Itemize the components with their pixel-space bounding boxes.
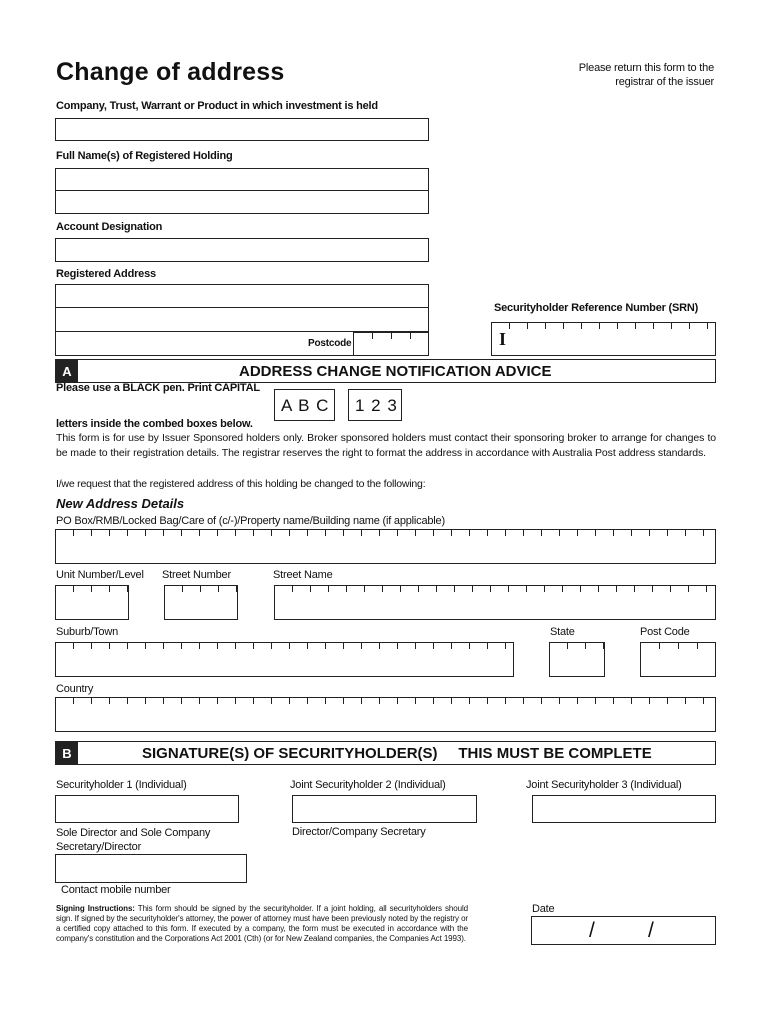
contact-mobile-input[interactable] bbox=[55, 854, 247, 883]
sole-director-line1: Sole Director and Sole Company bbox=[56, 827, 211, 839]
date-label: Date bbox=[532, 903, 555, 915]
country-label: Country bbox=[56, 683, 94, 695]
section-a-header bbox=[55, 359, 716, 383]
company-input[interactable] bbox=[55, 118, 429, 141]
contact-mobile-label: Contact mobile number bbox=[61, 884, 171, 896]
section-b-letter: B bbox=[56, 742, 78, 764]
holder1-label: Securityholder 1 (Individual) bbox=[56, 779, 187, 791]
suburb-input[interactable] bbox=[55, 642, 514, 677]
date-input[interactable] bbox=[531, 916, 716, 945]
page-title: Change of address bbox=[56, 58, 285, 86]
fullname-input-line2[interactable] bbox=[55, 190, 429, 214]
request-statement: I/we request that the registered address of this holding be changed to the following: bbox=[56, 478, 426, 490]
date-separator-2: / bbox=[648, 919, 654, 942]
section-a-title: ADDRESS CHANGE NOTIFICATION ADVICE bbox=[239, 363, 552, 380]
section-b-header bbox=[55, 741, 716, 765]
registered-address-line1[interactable] bbox=[55, 284, 429, 308]
suburb-label: Suburb/Town bbox=[56, 626, 119, 638]
registered-address-label: Registered Address bbox=[56, 268, 156, 280]
unit-label: Unit Number/Level bbox=[56, 569, 144, 581]
new-postcode-input[interactable] bbox=[640, 642, 716, 677]
return-note bbox=[579, 61, 714, 89]
po-box-label: PO Box/RMB/Locked Bag/Care of (c/-)/Property name/Building name (if applicable) bbox=[56, 515, 445, 527]
holder2-label: Joint Securityholder 2 (Individual) bbox=[290, 779, 446, 791]
registered-address-line2[interactable] bbox=[55, 307, 429, 332]
holder3-label: Joint Securityholder 3 (Individual) bbox=[526, 779, 682, 791]
postcode-label: Postcode bbox=[308, 338, 352, 349]
director-secretary-label: Director/Company Secretary bbox=[292, 826, 426, 838]
account-designation-label: Account Designation bbox=[56, 221, 163, 233]
postcode-input[interactable] bbox=[353, 332, 429, 356]
date-separator-1: / bbox=[589, 919, 595, 942]
srn-prefix: I bbox=[499, 329, 507, 349]
po-box-input[interactable] bbox=[55, 529, 716, 564]
unit-input[interactable] bbox=[55, 585, 129, 620]
holder2-signature[interactable] bbox=[292, 795, 477, 823]
country-input[interactable] bbox=[55, 697, 716, 732]
new-address-heading: New Address Details bbox=[56, 496, 185, 511]
fullname-input-line1[interactable] bbox=[55, 168, 429, 191]
instruction-line2: letters inside the combed boxes below. bbox=[56, 418, 253, 430]
street-name-input[interactable] bbox=[274, 585, 716, 620]
sole-director-line2: Secretary/Director bbox=[56, 841, 142, 853]
street-number-input[interactable] bbox=[164, 585, 238, 620]
holder3-signature[interactable] bbox=[532, 795, 716, 823]
signing-instructions bbox=[56, 904, 468, 944]
example-numbers-box bbox=[348, 389, 402, 421]
example-numbers: 1 2 3 bbox=[355, 396, 398, 415]
srn-input[interactable] bbox=[491, 322, 716, 356]
return-note-line2: registrar of the issuer bbox=[615, 76, 714, 88]
section-a-paragraph: This form is for use by Issuer Sponsored holders only. Broker sponsored holders must contact their sponsoring broker to arrange for changes to be made to their registration details. The registrar reserves the right to format the address in accordance with Australia Post address standards. bbox=[56, 432, 716, 459]
section-b-title: SIGNATURE(S) OF SECURITYHOLDER(S) THIS MUST BE COMPLETE bbox=[142, 745, 652, 762]
signing-heading: Signing Instructions: bbox=[56, 904, 135, 913]
new-postcode-label: Post Code bbox=[640, 626, 690, 638]
account-designation-input[interactable] bbox=[55, 238, 429, 262]
return-note-line1: Please return this form to the bbox=[578, 62, 714, 74]
example-letters: A B C bbox=[281, 396, 330, 415]
street-number-label: Street Number bbox=[162, 569, 231, 581]
example-letters-box bbox=[274, 389, 335, 421]
signing-text: This form should be signed by the securityholder. If a joint holding, all securityholders should sign. If signed by the securityholder's attorney, the power of attorney must have been previously noted by the registry or a certified copy attached to this form. If executed by a company, the form must be executed in accordance with the company's constitution and the Corporations Act 2001 (Cth) (or for New Zealand companies, the Companies Act 1993). bbox=[56, 904, 468, 943]
street-name-label: Street Name bbox=[273, 569, 333, 581]
srn-label: Securityholder Reference Number (SRN) bbox=[494, 302, 699, 314]
instruction-line1: Please use a BLACK pen. Print CAPITAL bbox=[56, 382, 260, 394]
fullname-label: Full Name(s) of Registered Holding bbox=[56, 150, 233, 162]
state-label: State bbox=[550, 626, 575, 638]
state-input[interactable] bbox=[549, 642, 605, 677]
holder1-signature[interactable] bbox=[55, 795, 239, 823]
company-label: Company, Trust, Warrant or Product in which investment is held bbox=[56, 100, 378, 112]
section-a-letter: A bbox=[56, 360, 78, 382]
sole-director-label bbox=[56, 826, 210, 854]
